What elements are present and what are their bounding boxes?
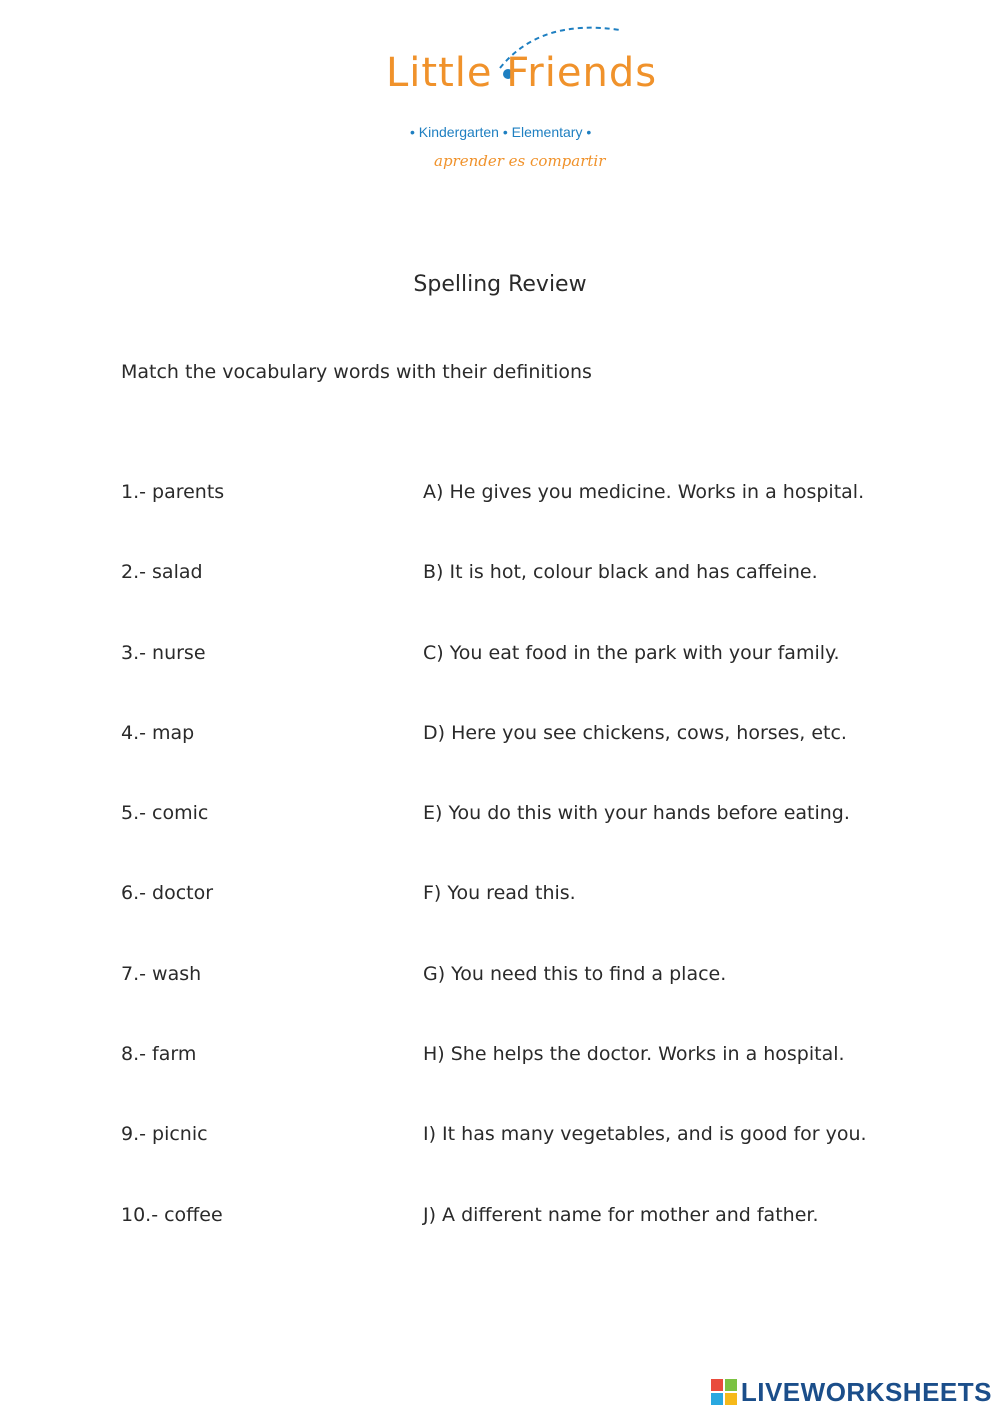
definition: H) She helps the doctor. Works in a hospital. [423,1043,845,1066]
vocab-word: 9.- picnic [121,1123,208,1146]
page-title: Spelling Review [413,272,587,297]
logo-subtitle: • Kindergarten • Elementary • [410,124,592,140]
definition: J) A different name for mother and father. [423,1203,819,1226]
match-row [121,722,921,802]
definition: G) You need this to find a place. [423,962,727,985]
school-logo [380,20,670,170]
match-list [121,481,921,1284]
definition: C) You eat food in the park with your family. [423,641,840,664]
vocab-word: 5.- comic [121,802,209,825]
match-row [121,882,921,962]
match-row [121,963,921,1043]
definition: A) He gives you medicine. Works in a hospital. [423,481,865,503]
match-row [121,642,921,722]
logo-name: Little Friends [386,50,658,96]
match-row [121,1043,921,1123]
match-row [121,481,921,561]
liveworksheets-brand [711,1377,992,1407]
vocab-word: 7.- wash [121,962,202,985]
match-row [121,561,921,641]
definition: F) You read this. [423,882,576,905]
vocab-word: 8.- farm [121,1043,197,1066]
definition: I) It has many vegetables, and is good for you. [423,1123,867,1146]
vocab-word: 3.- nurse [121,641,206,664]
match-row [121,802,921,882]
vocab-word: 1.- parents [121,481,225,503]
match-row [121,1204,921,1284]
vocab-word: 2.- salad [121,561,203,584]
vocab-word: 4.- map [121,721,195,744]
vocab-word: 6.- doctor [121,882,214,905]
instructions: Match the vocabulary words with their definitions [121,361,592,383]
vocab-word: 10.- coffee [121,1203,223,1226]
definition: D) Here you see chickens, cows, horses, etc. [423,721,847,744]
liveworksheets-icon [711,1379,737,1405]
definition: E) You do this with your hands before eating. [423,802,850,825]
logo-tagline: aprender es compartir [434,152,606,170]
brand-text: LIVEWORKSHEETS [740,1376,992,1407]
definition: B) It is hot, colour black and has caffeine. [423,561,818,584]
match-row [121,1123,921,1203]
